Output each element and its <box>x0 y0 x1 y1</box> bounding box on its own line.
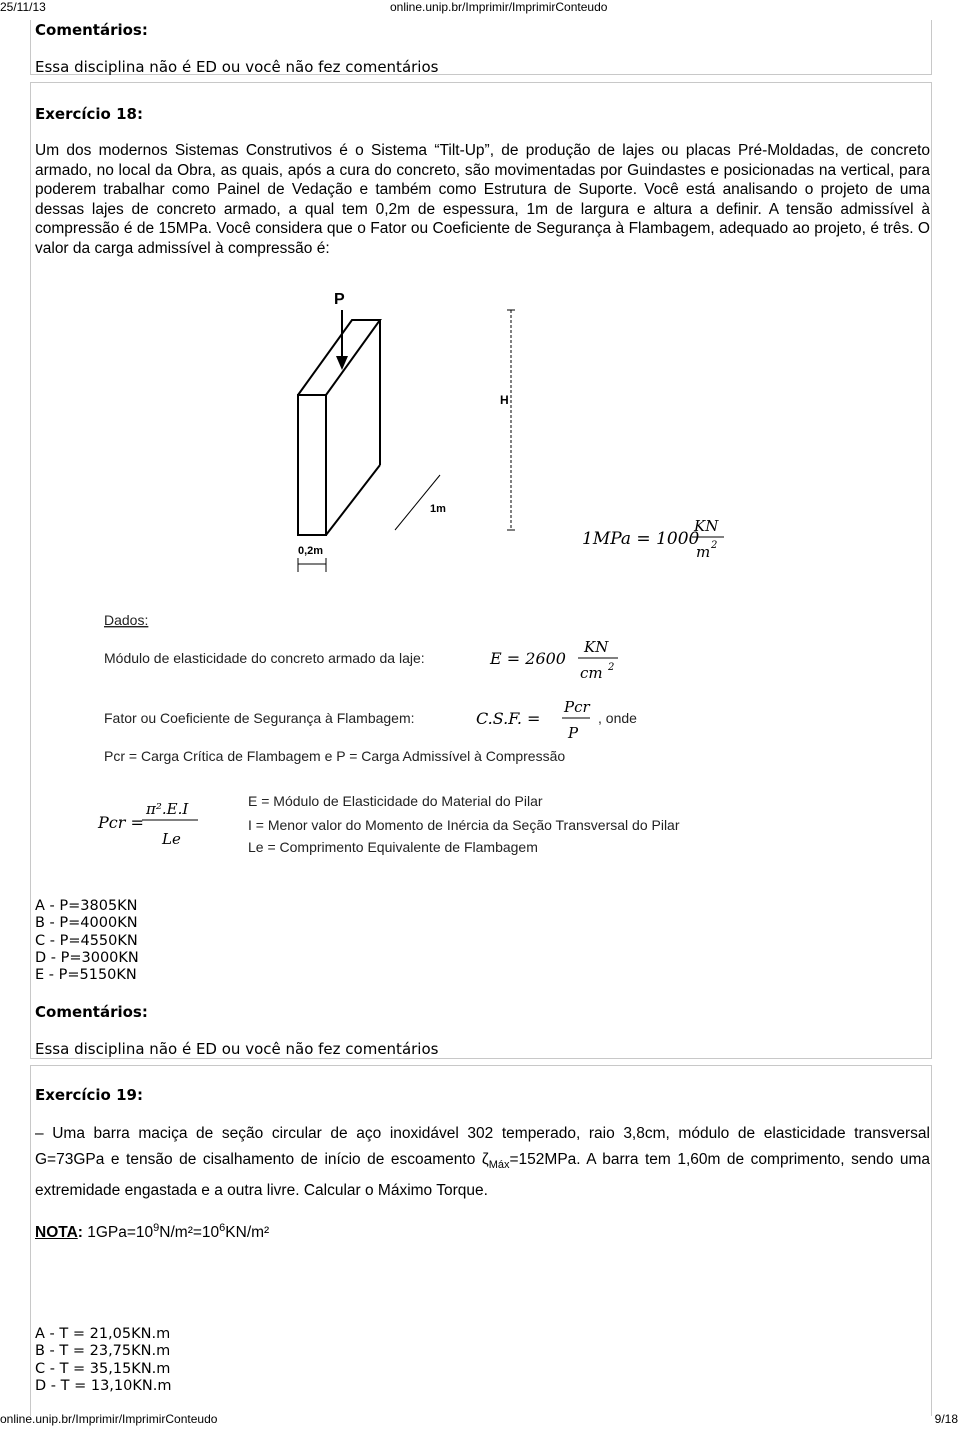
print-header <box>0 0 960 14</box>
print-date: 25/11/13 <box>0 0 46 14</box>
option-a[interactable]: A - P=3805KN <box>35 898 138 914</box>
comments-heading: Comentários: <box>35 21 148 39</box>
exercise-18-comments-text: Essa disciplina não é ED ou você não fez comentários <box>35 1040 439 1058</box>
fator-text: Fator ou Coeficiente de Segurança à Flambagem: <box>104 710 415 726</box>
exercise-18-text: Um dos modernos Sistemas Construtivos é o Sistema “Tilt-Up”, de produção de lajes ou placas Pré-Moldadas, de concreto armado, no local da Obra, as quais, após a cura do concreto, são movimentadas por Guindastes e posicionadas na vertical, para poderem trabalhar como Painel de Vedação e também como Estrutura de Suporte. Você está analisando o projeto de uma dessas lajes de concreto armado, a qual tem 0,2m de espessura, 1m de largura e altura a definir. A tensão admissível à compressão é de 15MPa. Você considera que o Fator ou Coeficiente de Segurança à Flambagem, adequado ao projeto, é três. O valor da carga admissível à compressão é: <box>35 142 930 257</box>
label-1m: 1m <box>430 503 446 515</box>
nota-line: NOTA: $1GPa=10^9N/m^2=10^6KN/m^2$ <box>35 1222 270 1242</box>
exercise-18-options <box>35 898 139 984</box>
euler-lhs: Pcr = <box>98 813 144 832</box>
modulo-eq: E = 2600 <box>490 649 566 668</box>
option-b[interactable]: B - T = 23,75KN.m <box>35 1343 171 1360</box>
print-url: online.unip.br/Imprimir/ImprimirConteudo <box>390 0 608 14</box>
label-p: P <box>334 291 345 308</box>
def-i: I = Menor valor do Momento de Inércia da Seção Transversal do Pilar <box>248 817 680 833</box>
svg-text:2: 2 <box>711 540 718 551</box>
svg-text:KN: KN <box>584 638 609 656</box>
svg-text:, onde: , onde <box>598 710 637 726</box>
conversion-lhs: 1MPa = 1000 <box>582 529 700 549</box>
option-c[interactable]: C - T = 35,15KN.m <box>35 1360 171 1377</box>
svg-text:cm: cm <box>580 664 603 682</box>
svg-text:2: 2 <box>608 662 615 673</box>
exercise-19-heading: Exercício 19: <box>35 1086 143 1104</box>
footer-url: online.unip.br/Imprimir/ImprimirConteudo <box>0 1412 218 1426</box>
exercise-19-options <box>35 1326 171 1395</box>
comments-text: Essa disciplina não é ED ou você não fez comentários <box>35 58 439 76</box>
def-le: Le = Comprimento Equivalente de Flambagem <box>248 839 538 855</box>
option-a[interactable]: A - T = 21,05KN.m <box>35 1326 171 1342</box>
pcr-line: Pcr = Carga Crítica de Flambagem e P = Carga Admissível à Compressão <box>104 748 566 764</box>
option-b[interactable]: B - P=4000KN <box>35 915 138 932</box>
slab-drawing <box>298 320 380 535</box>
option-d[interactable]: D - T = 13,10KN.m <box>35 1377 172 1394</box>
svg-text:Le: Le <box>162 830 181 848</box>
exercise-18-comments-heading: Comentários: <box>35 1003 148 1021</box>
modulo-text: Módulo de elasticidade do concreto armado da laje: <box>104 650 425 666</box>
page-number: 9/18 <box>934 1412 958 1426</box>
dados-title: Dados: <box>104 612 149 628</box>
svg-text:Pcr: Pcr <box>564 698 590 716</box>
conversion-den: m <box>696 543 711 561</box>
option-e[interactable]: E - P=5150KN <box>35 967 137 984</box>
nota-label: NOTA <box>35 1224 78 1242</box>
label-02m: 0,2m <box>298 545 324 557</box>
csf-lhs: C.S.F. = <box>476 709 541 728</box>
svg-text:P: P <box>568 724 579 742</box>
print-footer <box>0 1412 960 1426</box>
exercise-19-text: – Uma barra maciça de seção circular de aço inoxidável 302 temperado, raio 3,8cm, módulo de elasticidade transversal G=73GPa e tensão de cisalhamento de início de escoamento $\zeta_{Máx}=152MPa$. A barra tem 1,60m de comprimento, sendo uma extremidade engastada e a outra livre. Calcular o Máximo Torque. <box>35 1125 930 1200</box>
label-h: H <box>500 393 509 407</box>
exercise-18-figure <box>90 280 790 860</box>
option-c[interactable]: C - P=4550KN <box>35 932 138 949</box>
conversion-num: KN <box>694 517 719 535</box>
option-d[interactable]: D - P=3000KN <box>35 949 139 966</box>
exercise-18-heading: Exercício 18: <box>35 105 143 123</box>
svg-text:π².E.I: π².E.I <box>146 800 189 818</box>
def-e: E = Módulo de Elasticidade do Material do Pilar <box>248 793 543 809</box>
